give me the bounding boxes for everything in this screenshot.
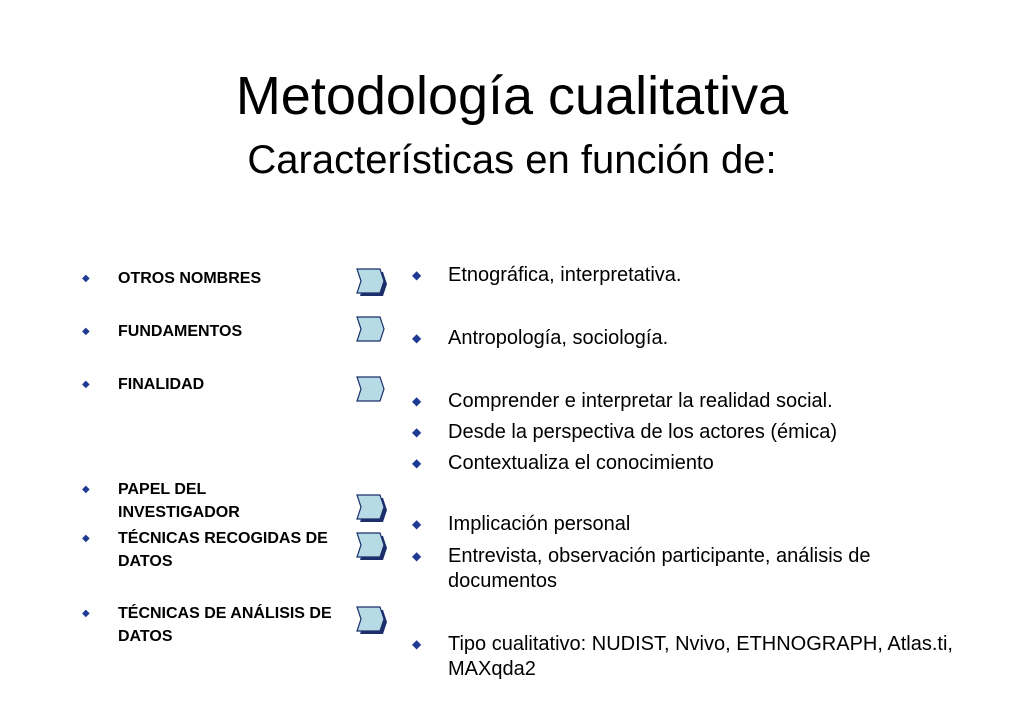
item-text: Comprender e interpretar la realidad social. xyxy=(448,390,833,412)
item-text: Antropología, sociología. xyxy=(448,327,669,349)
diamond-bullet-icon: ◆ xyxy=(412,456,422,470)
label-text: FUNDAMENTOS xyxy=(118,323,243,340)
diamond-bullet-icon: ◆ xyxy=(412,331,422,345)
list-item xyxy=(412,632,982,682)
diamond-bullet-icon: ◆ xyxy=(412,425,422,439)
item-text: Tipo cualitativo: NUDIST, Nvivo, ETHNOGRAPH, Atlas.ti, MAXqda2 xyxy=(448,633,953,680)
diamond-bullet-icon: ◆ xyxy=(82,484,90,495)
item-text: Etnográfica, interpretativa. xyxy=(448,264,682,286)
chevron-arrow-icon xyxy=(354,267,388,297)
diamond-bullet-icon: ◆ xyxy=(412,549,422,563)
label-papel-investigador xyxy=(82,478,352,524)
label-fundamentos xyxy=(82,320,352,343)
list-item xyxy=(412,544,982,594)
label-text: TÉCNICAS RECOGIDAS DE DATOS xyxy=(118,530,328,570)
item-text: Implicación personal xyxy=(448,513,631,535)
list-item xyxy=(412,512,982,537)
chevron-arrow-icon xyxy=(354,605,388,635)
chevron-arrow-icon xyxy=(354,315,388,345)
chevron-arrow-icon xyxy=(354,375,388,405)
list-item xyxy=(412,263,982,288)
item-text: Contextualiza el conocimiento xyxy=(448,452,714,474)
item-text: Desde la perspectiva de los actores (émica) xyxy=(448,421,838,443)
diamond-bullet-icon: ◆ xyxy=(412,637,422,651)
label-text: PAPEL DEL INVESTIGADOR xyxy=(118,481,240,521)
label-text: FINALIDAD xyxy=(118,376,205,393)
diamond-bullet-icon: ◆ xyxy=(82,608,90,619)
diamond-bullet-icon: ◆ xyxy=(82,379,90,390)
label-tecnicas-recogida xyxy=(82,527,352,573)
chevron-arrow-icon xyxy=(354,493,388,523)
list-item xyxy=(412,389,982,414)
label-otros-nombres xyxy=(82,267,352,290)
diamond-bullet-icon: ◆ xyxy=(82,273,90,284)
label-tecnicas-analisis xyxy=(82,602,352,648)
item-text: Entrevista, observación participante, análisis de documentos xyxy=(448,545,871,592)
slide-subtitle: Características en función de: xyxy=(247,138,777,182)
diamond-bullet-icon: ◆ xyxy=(412,268,422,282)
diamond-bullet-icon: ◆ xyxy=(82,533,90,544)
chevron-arrow-icon xyxy=(354,531,388,561)
diamond-bullet-icon: ◆ xyxy=(412,517,422,531)
label-text: OTROS NOMBRES xyxy=(118,270,262,287)
slide-title: Metodología cualitativa xyxy=(235,66,789,126)
list-item xyxy=(412,451,982,476)
label-text: TÉCNICAS DE ANÁLISIS DE DATOS xyxy=(118,605,332,645)
diamond-bullet-icon: ◆ xyxy=(82,326,90,337)
diamond-bullet-icon: ◆ xyxy=(412,394,422,408)
list-item xyxy=(412,420,982,445)
list-item xyxy=(412,326,982,351)
label-finalidad xyxy=(82,373,352,396)
